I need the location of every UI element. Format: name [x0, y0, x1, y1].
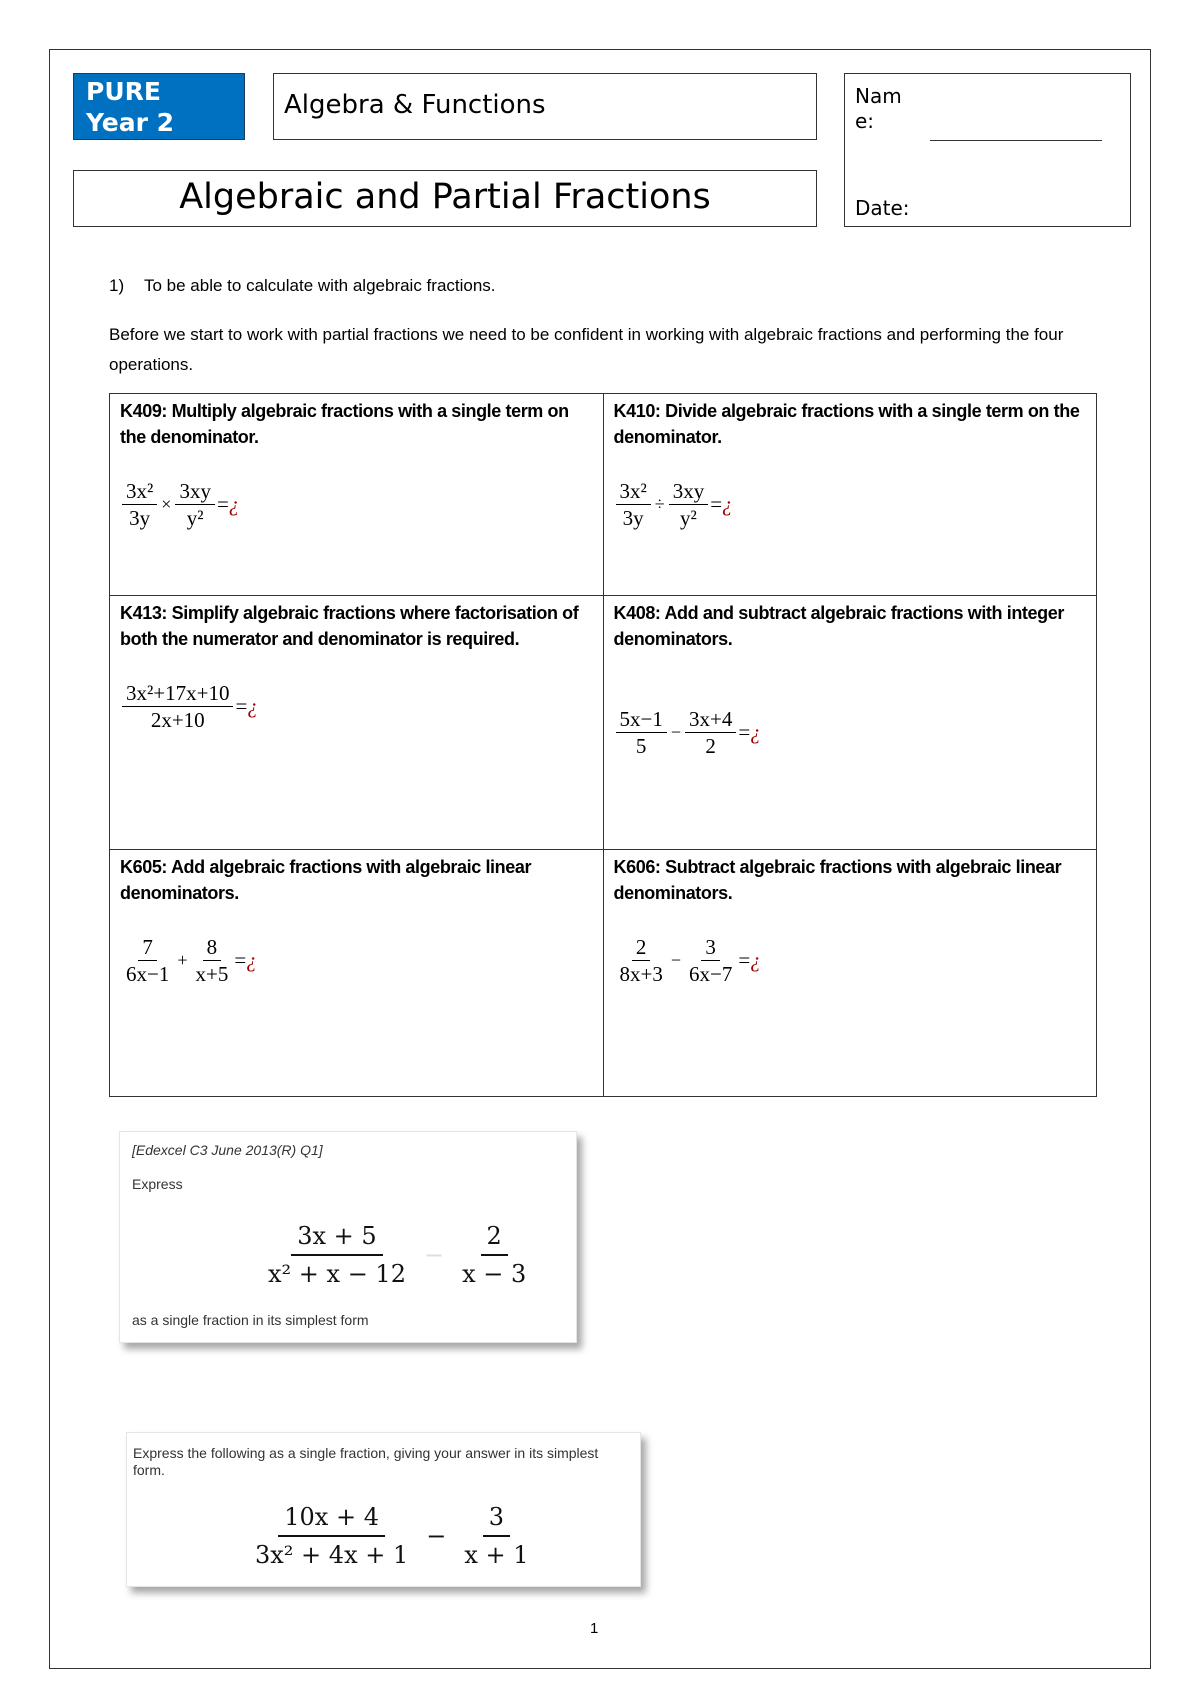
- fraction: [614, 478, 653, 531]
- equals: =: [216, 492, 229, 516]
- skill-title: K605: Add algebraic fractions with algebraic linear denominators.: [120, 857, 532, 903]
- answer-placeholder: ¿: [750, 948, 761, 972]
- numerator: 7: [138, 934, 157, 961]
- question-source: [Edexcel C3 June 2013(R) Q1]: [132, 1142, 323, 1158]
- operator: −: [670, 722, 681, 742]
- expression: [614, 706, 1087, 759]
- fraction: [456, 1499, 536, 1573]
- numerator: 3xy: [175, 478, 215, 505]
- operator: −: [670, 950, 681, 970]
- fraction: [120, 478, 159, 531]
- skill-cell-k410: [603, 394, 1097, 596]
- skill-cell-k605: [110, 850, 604, 1097]
- skill-title: K408: Add and subtract algebraic fractions with integer denominators.: [613, 603, 1064, 649]
- operator: +: [177, 950, 188, 970]
- denominator: y²: [680, 506, 697, 530]
- fraction: [120, 934, 175, 987]
- name-label: Name:: [855, 84, 902, 133]
- denominator: 2x+10: [150, 708, 205, 732]
- equals: =: [710, 492, 723, 516]
- expression: [614, 478, 1087, 531]
- denominator: y²: [186, 506, 204, 530]
- skill-cell-k408: [603, 596, 1097, 850]
- fraction: [173, 478, 217, 531]
- skill-cell-k606: [603, 850, 1097, 1097]
- exam-question-1: [119, 1131, 577, 1343]
- question-suffix: as a single fraction in its simplest form: [132, 1312, 369, 1328]
- numerator: 3x + 5: [291, 1218, 382, 1256]
- denominator: x+5: [195, 962, 229, 986]
- expression: [120, 934, 593, 987]
- equals: =: [235, 694, 248, 718]
- course-year: Year 2: [86, 108, 175, 137]
- fraction: [614, 934, 669, 987]
- fraction: [260, 1218, 414, 1292]
- course-name: PURE: [86, 77, 161, 106]
- denominator: 3y: [129, 506, 151, 530]
- denominator: x + 1: [464, 1541, 529, 1569]
- numerator: 3x²+17x+10: [122, 680, 233, 707]
- fraction: [454, 1218, 534, 1292]
- answer-placeholder: ¿: [246, 948, 257, 972]
- denominator: 3y: [622, 506, 644, 530]
- skill-title: K410: Divide algebraic fractions with a single term on the denominator.: [613, 401, 1080, 447]
- fraction: [247, 1499, 416, 1573]
- denominator: 8x+3: [619, 962, 663, 986]
- expression: [260, 1218, 534, 1292]
- numerator: 3x+4: [685, 706, 736, 733]
- denominator: 2: [705, 734, 716, 758]
- question-prompt: Express the following as a single fraction, giving your answer in its simplest form.: [133, 1445, 599, 1478]
- numerator: 2: [481, 1218, 508, 1256]
- topic-label: Algebra & Functions: [284, 90, 546, 120]
- skill-title: K606: Subtract algebraic fractions with algebraic linear denominators.: [613, 857, 1062, 903]
- name-date-box: [844, 73, 1131, 227]
- intro-paragraph: Before we start to work with partial fractions we need to be confident in working with algebraic fractions and performing the four operations.: [109, 325, 1064, 374]
- numerator: 10x + 4: [278, 1499, 385, 1537]
- answer-placeholder: ¿: [722, 492, 733, 516]
- denominator: 5: [635, 734, 647, 758]
- numerator: 3: [701, 934, 720, 961]
- denominator: x − 3: [462, 1260, 527, 1288]
- answer-placeholder: ¿: [247, 694, 258, 718]
- skills-table: [109, 393, 1097, 1097]
- operator: −: [426, 1522, 447, 1550]
- objective-text: To be able to calculate with algebraic fractions.: [144, 276, 496, 295]
- fraction: [683, 934, 738, 987]
- numerator: 3x²: [616, 478, 651, 505]
- answer-placeholder: ¿: [228, 492, 240, 516]
- numerator: 3: [483, 1499, 510, 1537]
- objective: [109, 276, 496, 296]
- numerator: 3x²: [122, 478, 157, 505]
- date-label: Date:: [855, 196, 910, 220]
- denominator: 3x² + 4x + 1: [255, 1541, 409, 1569]
- expression: [120, 680, 593, 733]
- denominator: 6x−7: [689, 962, 733, 986]
- fraction: [614, 706, 669, 759]
- denominator: x² + x − 12: [268, 1260, 406, 1288]
- fraction: [120, 680, 235, 733]
- answer-placeholder: ¿: [750, 720, 761, 744]
- page-title: Algebraic and Partial Fractions: [73, 170, 817, 227]
- numerator: 8: [203, 934, 222, 961]
- fraction: [190, 934, 235, 987]
- operator: −: [423, 1241, 445, 1269]
- name-field[interactable]: [930, 140, 1102, 141]
- course-badge: [73, 73, 245, 140]
- numerator: 5x−1: [616, 706, 667, 733]
- expression: [614, 934, 1087, 987]
- exam-question-2: [126, 1432, 641, 1587]
- page-number: 1: [590, 1620, 599, 1637]
- operator: ×: [161, 494, 172, 514]
- skill-title: K409: Multiply algebraic fractions with a single term on the denominator.: [120, 401, 569, 447]
- numerator: 2: [632, 934, 651, 961]
- fraction: [667, 478, 711, 531]
- operator: ÷: [654, 494, 665, 514]
- skill-title: K413: Simplify algebraic fractions where factorisation of both the numerator and denominator is required.: [120, 603, 579, 649]
- expression: [247, 1499, 537, 1573]
- equals: =: [738, 720, 751, 744]
- denominator: 6x−1: [126, 962, 170, 986]
- numerator: 3xy: [669, 478, 709, 505]
- topic-box: [273, 73, 817, 140]
- objective-number: 1): [109, 276, 125, 295]
- fraction: [683, 706, 738, 759]
- equals: =: [738, 948, 751, 972]
- skill-cell-k413: [110, 596, 604, 850]
- equals: =: [234, 948, 247, 972]
- question-prompt: Express: [132, 1176, 183, 1192]
- skill-cell-k409: [110, 394, 604, 596]
- expression: [120, 478, 593, 531]
